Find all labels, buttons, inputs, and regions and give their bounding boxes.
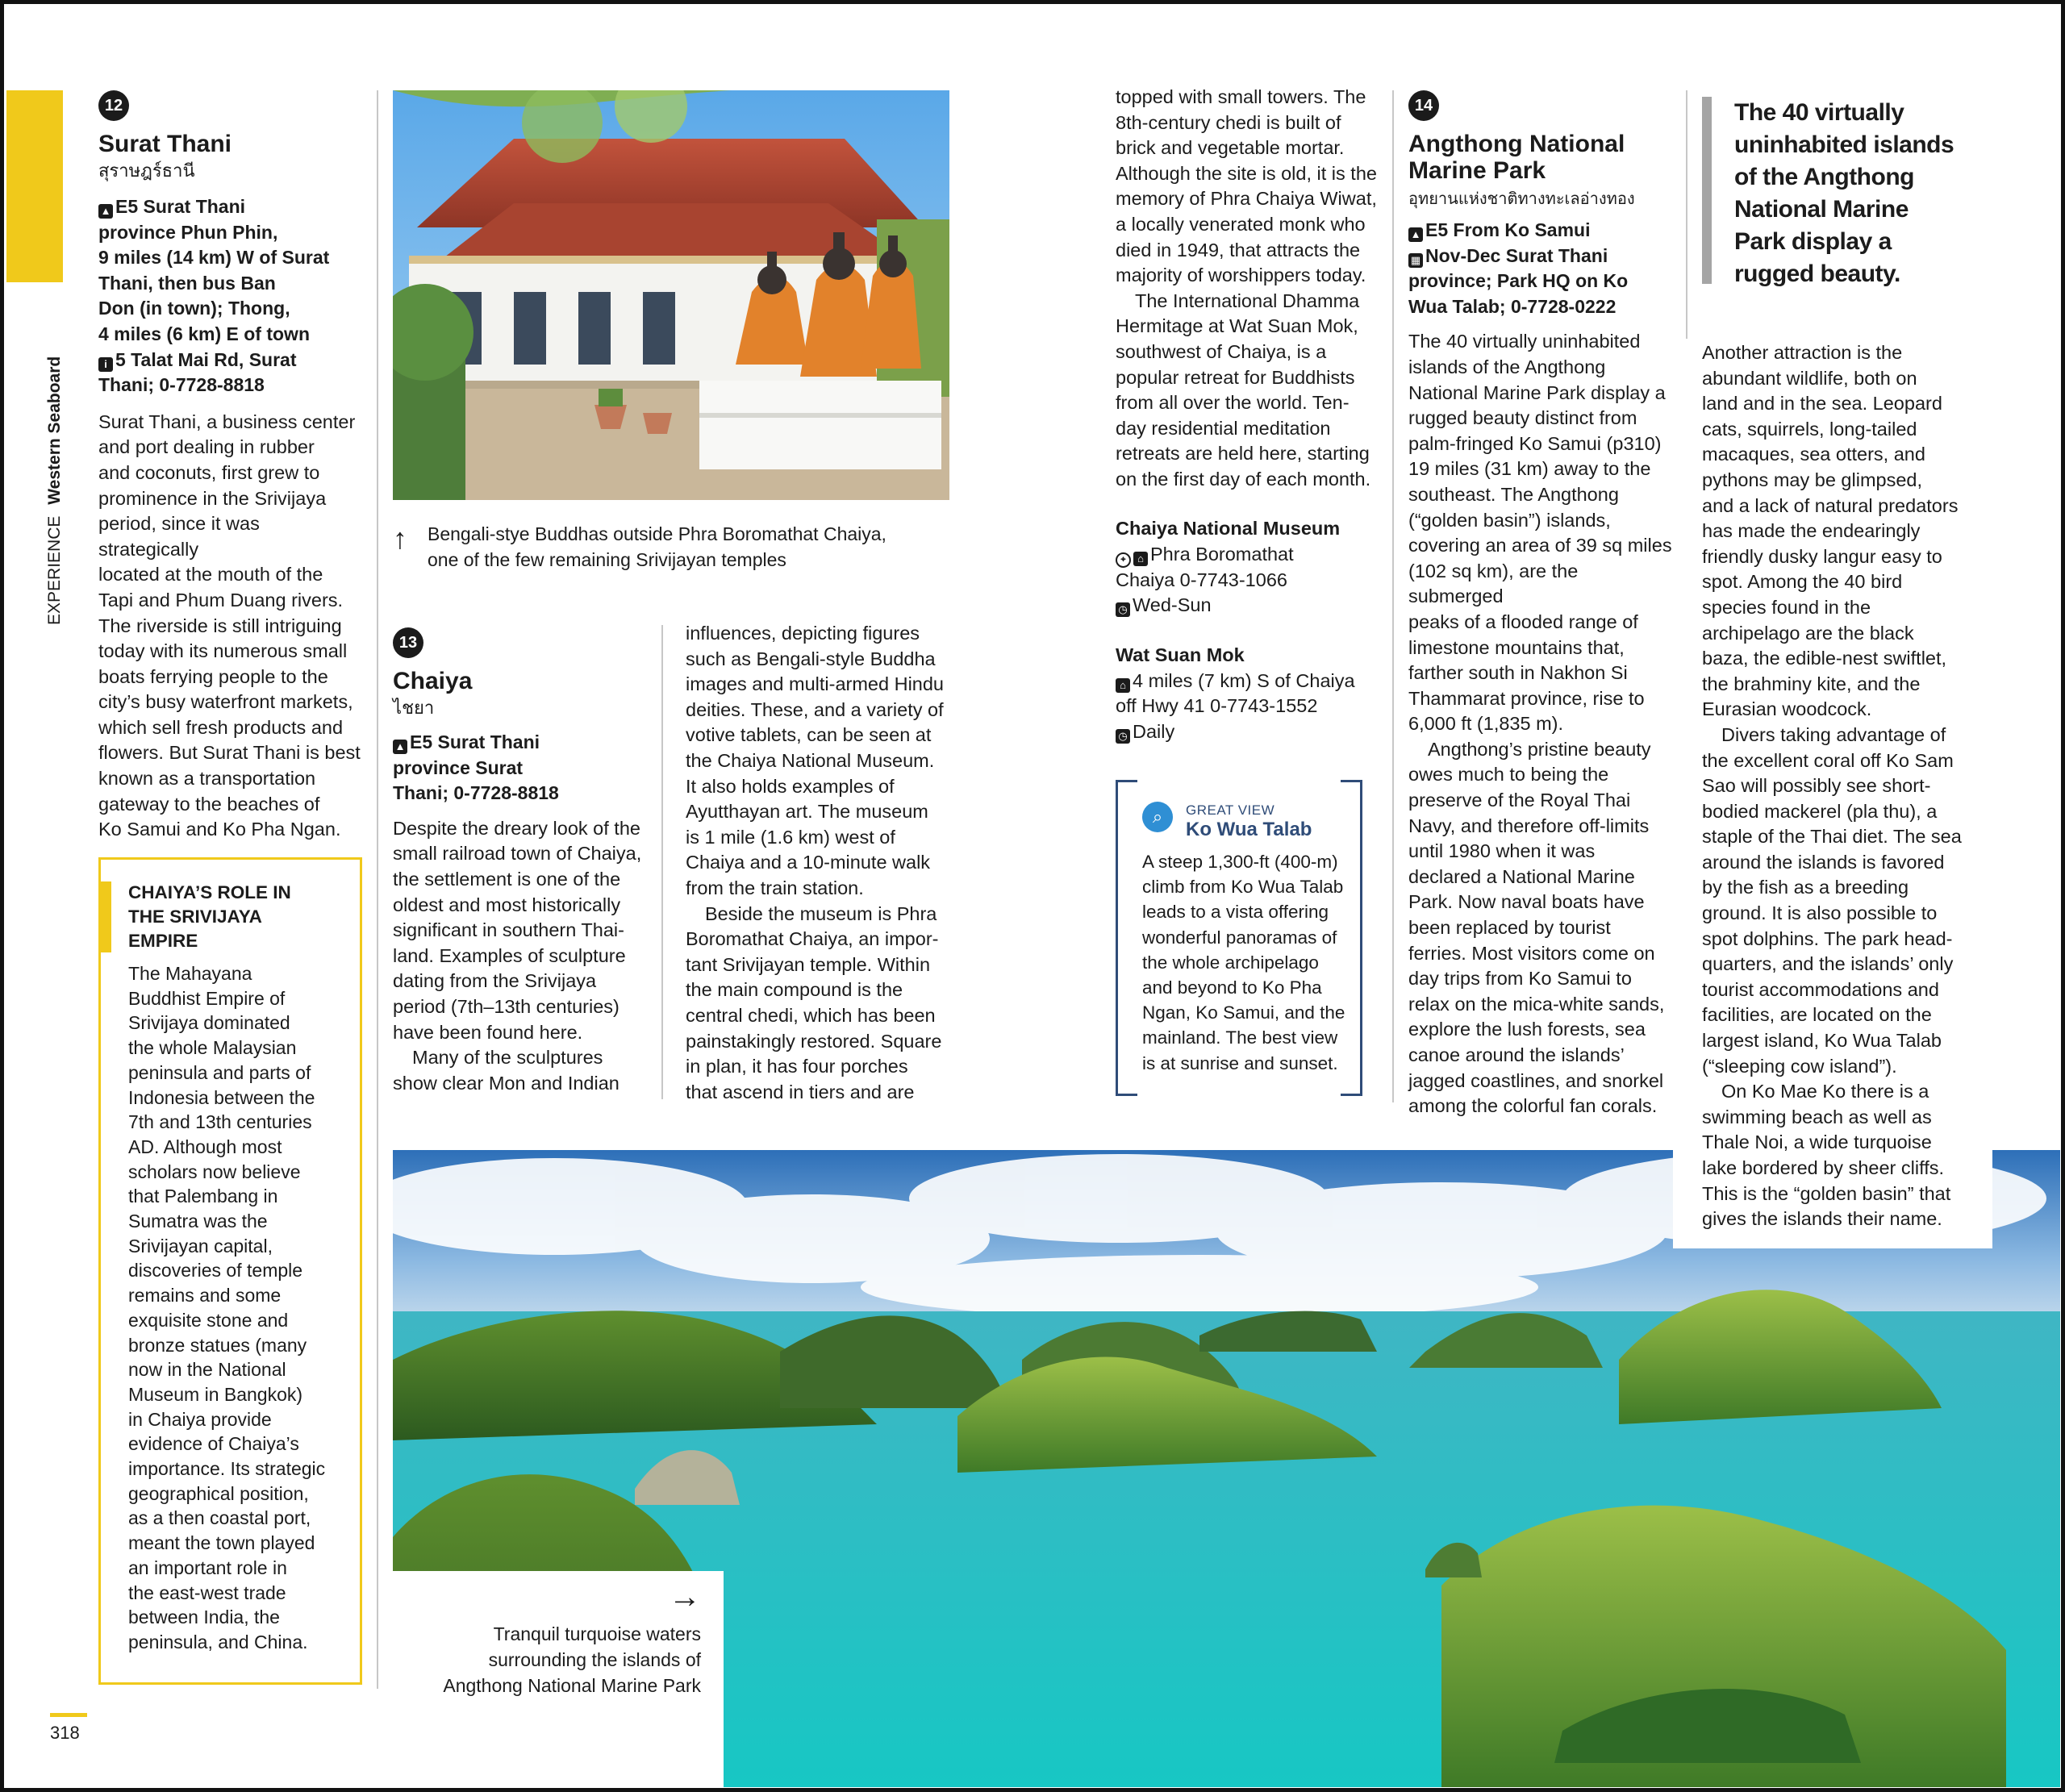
info-line: Wua Talab; 0-7728-0222 [1408, 295, 1617, 317]
angthong-entry [1408, 90, 1675, 1119]
side-tab-section: EXPERIENCE [45, 515, 64, 625]
column-rule [661, 625, 663, 1099]
great-view-title: Ko Wua Talab [1186, 819, 1312, 840]
entry-title: Chaiya [393, 668, 473, 694]
map-pin-icon: ▲ [393, 740, 407, 754]
info-line: 4 miles (6 km) E of town [98, 323, 310, 344]
info-line: province Surat [393, 756, 524, 778]
clock-icon: ◷ [1116, 602, 1130, 617]
temple-caption: Bengali-stye Buddhas outside Phra Boromathat Chaiya, one of the few remaining Srivijayan temples [428, 523, 886, 570]
map-pin-icon: ▲ [98, 204, 113, 219]
chaiya-body-col2: influences, depicting figures such as Bengali-style Buddha images and multi-armed Hindu deities. These, and a variety of votive tablets, can be seen at the Chaiya National Museum. It also holds examples of Ayutthayan art. The museum is 1 mile (1.6 km) west of Chaiya and a 10-minute walk from the train station. Beside the museum is Phra Boromathat Chaiya, an impor- tant Srivijayan temple. Within the main compound is the central chedi, which has been painstakingly restored. Square in plan, it has four porches that ascend in tiers and are [686, 623, 945, 1102]
page-number: 318 [50, 1723, 80, 1743]
great-view-box-top-right [1341, 780, 1360, 782]
listing-line: ⌖ ⌂ Phra Boromathat [1116, 542, 1382, 568]
museum-listing [1116, 516, 1382, 619]
page-number-accent [50, 1713, 87, 1717]
listing-line: Chaiya 0-7743-1066 [1116, 569, 1287, 590]
entry-body: Surat Thani, a business center and port dealing in rubber and coconuts, first grew to prominence in the Srivijaya period, since it was strategically located at the mouth of the Tapi and Phum Duang rivers. The riverside is still intriguing today with its numerous small boats ferrying people to the city’s busy waterfront markets, which sell fresh products and flowers. But Surat Thani is best known as a transportation gateway to the beaches of Ko Samui and Ko Pha Ngan. [98, 410, 361, 840]
entry-thai-name: ไชยา [393, 698, 435, 719]
sidebar-box [98, 857, 362, 1685]
arrow-right-icon: → [669, 1579, 701, 1615]
home-icon: ⌂ [1133, 552, 1148, 566]
great-view-box-bottom-right [1341, 1094, 1360, 1096]
info-line: Thani; 0-7728-8818 [98, 374, 265, 396]
great-view-box-bottom-left [1118, 1094, 1137, 1096]
info-line: Thani, then bus Ban [98, 272, 276, 294]
entry-number: 12 [98, 90, 129, 121]
sidebar-title: CHAIYA’S ROLE IN THE SRIVIJAYA EMPIRE [128, 882, 291, 951]
info-icon: i [98, 357, 113, 372]
temple-photo [393, 90, 949, 500]
wat-suan-mok-listing [1116, 643, 1382, 744]
entry-info [1408, 218, 1675, 319]
map-pin-icon: ▲ [1408, 227, 1423, 242]
chaiya-entry [393, 627, 659, 1096]
info-line: ▦ Nov-Dec Surat Thani [1408, 244, 1675, 269]
entry-title: Surat Thani [98, 131, 232, 157]
listing-line: ◷ Daily [1116, 719, 1382, 745]
islands-caption: Tranquil turquoise waters surrounding the islands of Angthong National Marine Park [443, 1623, 701, 1696]
home-icon: ⌂ [1116, 678, 1130, 693]
great-view-label: GREAT VIEW [1186, 802, 1275, 818]
info-line: Don (in town); Thong, [98, 298, 290, 319]
entry-number: 14 [1408, 90, 1439, 121]
magnifier-icon: ⌕ [1142, 802, 1173, 832]
info-line: ▲ E5 From Ko Samui [1408, 218, 1675, 244]
chaiya-body-col3: topped with small towers. The 8th-century chedi is built of brick and vegetable mortar. Although the site is old, it is the memory of Phra Chaiya Wiwat, a locally venerated monk who died in 1949, that attracts the majority of worshippers today. The International Dhamma Hermitage at Wat Suan Mok, southwest of Chaiya, is a popular retreat for Buddhists from all over the world. Ten- day residential meditation retreats are held here, starting on the first day of each month. [1116, 86, 1377, 490]
info-line: 9 miles (14 km) W of Surat [98, 247, 330, 269]
column-rule [1392, 90, 1394, 1102]
info-line: province; Park HQ on Ko [1408, 270, 1629, 292]
listing-line: ◷ Wed-Sun [1116, 593, 1382, 619]
great-view-body: A steep 1,300-ft (400-m) climb from Ko Wua Talab leads to a vista offering wonderful panoramas of the whole archipelago and beyond to Ko Pha Ngan, Ko Samui, and the mainland. The best view is at sunrise and sunset. [1142, 852, 1345, 1073]
clock-icon: ◷ [1116, 729, 1130, 744]
chaiya-body-col1: Despite the dreary look of the small railroad town of Chaiya, the settlement is one of the oldest and most historically significant in southern Thai- land. Examples of sculpture dating from the Srivijaya period (7th–13th centuries) have been found here. Many of the sculptures show clear Mon and Indian [393, 817, 642, 1094]
entry-thai-name: สุราษฎร์ธานี [98, 161, 195, 181]
side-tab-label [45, 356, 65, 625]
listing-line: ⌂ 4 miles (7 km) S of Chaiya [1116, 669, 1382, 694]
entry-body: The 40 virtually uninhabited islands of the Angthong National Marine Park display a rugged beauty distinct from palm-fringed Ko Samui (p310) 19 miles (31 km) away to the southeast. The Angthong (“golden basin”) islands, covering an area of 39 sq miles (102 sq km), are the submerged peaks of a flooded range of limestone mountains that, farther south in Nakhon Si Thammarat province, rise to 6,000 ft (1,835 m). Angthong’s pristine beauty owes much to being the preserve of the Royal Thai Navy, and therefore off-limits until 1980 when it was declared a National Marine Park. Now naval boats have been replaced by tourist ferries. Most visitors come on day trips from Ko Samui to relax on the mica-white sands, explore the lush forests, sea canoe around the islands’ jagged coastlines, and snorkel among the colorful fan corals. [1408, 331, 1672, 1117]
side-tab-accent [6, 90, 63, 282]
arrow-up-icon: ↑ [393, 522, 407, 555]
info-line: ▲ E5 Surat Thani [393, 730, 659, 756]
entry-info [393, 730, 659, 806]
pull-quote: The 40 virtually uninhabited islands of the Angthong National Marine Park display a rugged beauty. [1734, 99, 1954, 287]
side-tab-region: Western Seaboard [45, 356, 64, 505]
sidebar-accent [98, 881, 111, 952]
listing-line: off Hwy 41 0-7743-1552 [1116, 695, 1318, 717]
sidebar-body: The Mahayana Buddhist Empire of Srivijaya dominated the whole Malaysian peninsula and parts of Indonesia between the 7th and 13th centuries AD. Although most scholars now believe that Palembang in Sumatra was the Srivijayan capital, discoveries of temple remains and some exquisite stone and bronze statues (many now in the National Museum in Bangkok) in Chaiya provide evidence of Chaiya’s importance. Its strategic geographical position, as a then coastal port, meant the town played an important role in the east-west trade between India, the peninsula, and China. [128, 963, 326, 1652]
map-pin-icon: ⌖ [1116, 552, 1131, 568]
column-rule [377, 90, 378, 1689]
entry-title: Angthong National Marine Park [1408, 131, 1625, 184]
calendar-icon: ▦ [1408, 253, 1423, 268]
info-line: ▲ E5 Surat Thani [98, 194, 365, 220]
great-view-box-top-left [1118, 780, 1137, 782]
pull-quote-bar [1702, 97, 1712, 284]
entry-number: 13 [393, 627, 423, 658]
info-line: i 5 Talat Mai Rd, Surat [98, 348, 365, 373]
islands-caption-box [393, 1571, 724, 1787]
info-line: province Phun Phin, [98, 221, 278, 243]
surat-thani-entry [98, 90, 365, 843]
great-view-box [1116, 780, 1362, 1096]
right-column-body: Another attraction is the abundant wildlife, both on land and in the sea. Leopard cats, squirrels, long-tailed macaques, sea otters, and pythons may be glimpsed, and a lack of natural predators has made the endearingly friendly dusky langur easy to spot. Among the 40 bird species found in the archipelago are the black baza, the edible-nest swiftlet, the brahminy kite, and the Eurasian woodcock. Divers taking advantage of the excellent coral off Ko Sam Sao will possibly see short- bodied mackerel (pla thu), a staple of the Thai diet. The sea around the islands is favored by the fish as a breeding ground. It is also possible to spot dolphins. The park head- quarters, and the islands’ only tourist accommodations and facilities, are located on the largest island, Ko Wua Talab (“sleeping cow island”). On Ko Mae Ko there is a swimming beach as well as Thale Noi, a wide turquoise lake bordered by sheer cliffs. This is the “golden basin” that gives the islands their name. [1702, 342, 1962, 1230]
info-line: Thani; 0-7728-8818 [393, 782, 559, 804]
entry-thai-name: อุทยานแห่งชาติทางทะเลอ่างทอง [1408, 189, 1635, 208]
entry-info [98, 194, 365, 398]
listing-title: Chaiya National Museum [1116, 518, 1341, 539]
listing-title: Wat Suan Mok [1116, 644, 1245, 665]
